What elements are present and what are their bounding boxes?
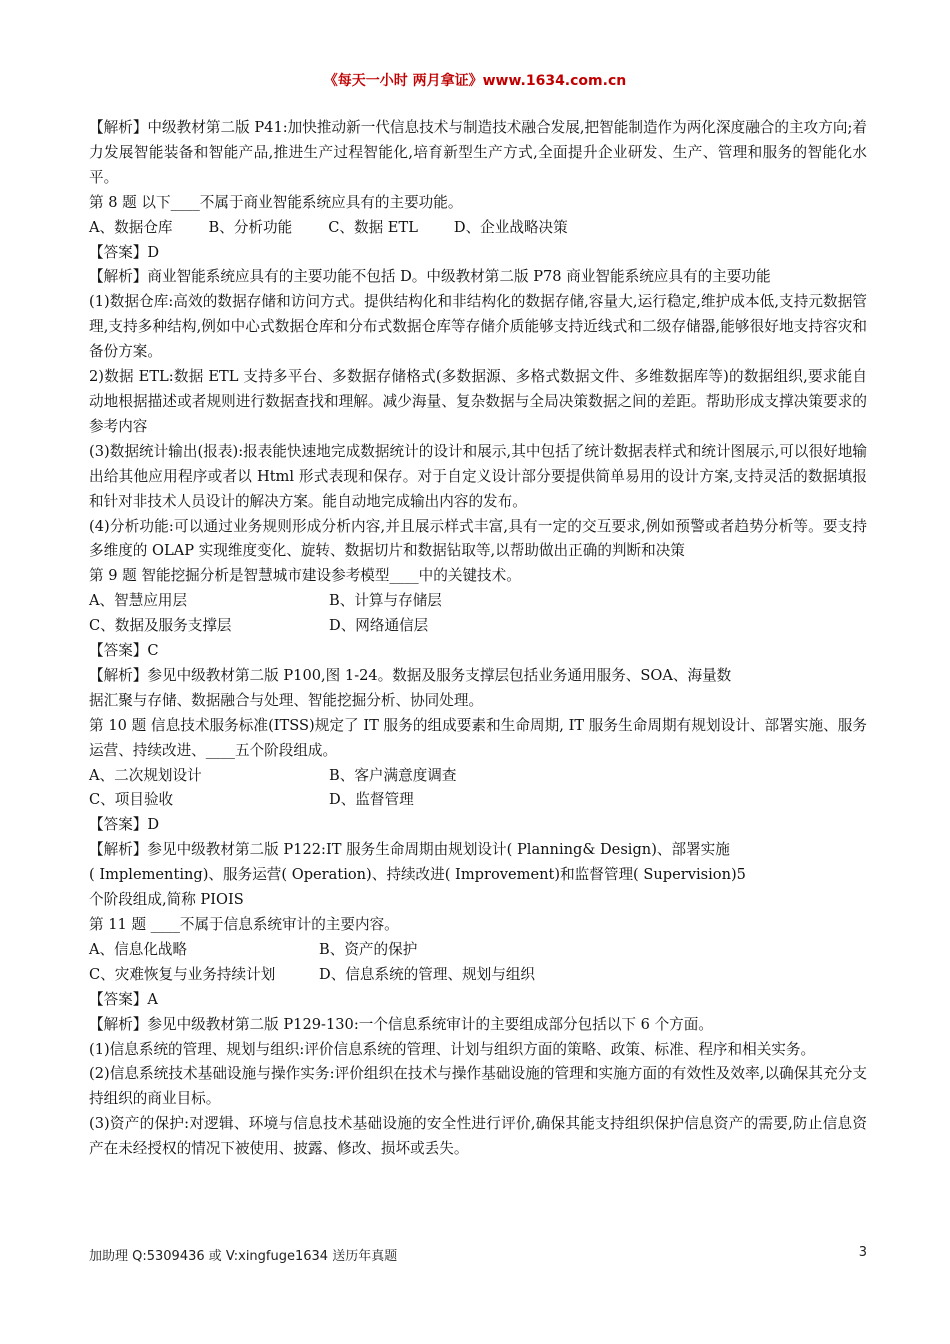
explanation-q9-line1: 【解析】参见中级教材第二版 P100,图 1-24。数据及服务支撑层包括业务通用服务、SOA、海量数 <box>89 666 732 684</box>
option-d: D、网络通信层 <box>329 617 429 635</box>
explanation-q8-item1: (1)数据仓库:高效的数据存储和访问方式。提供结构化和非结构化的数据存储,容量大,运行稳定,维护成本低,支持元数据管理,支持多种结构,例如中心式数据仓库和分布式数据仓库等存储介质能够支持近线式和二级存储器,能够很好地支持容灾和备份方案。 <box>89 293 867 361</box>
explanation-q8-item3: (3)数据统计输出(报表):报表能快速地完成数据统计的设计和展示,其中包括了统计数据表样式和统计图展示,可以很好地输出给其他应用程序或者以 Html 形式表现和保存。对于自定义设计部分要提供简单易用的设计方案,支持灵活的数据填报和针对非技术人员设计的解决方案。能自动地完成输出内容的发布。 <box>89 442 867 510</box>
explanation-q10-line1: 【解析】参见中级教材第二版 P122:IT 服务生命周期由规划设计( Planning& Design)、部署实施 <box>89 841 730 859</box>
answer-q8: 【答案】D <box>89 243 160 261</box>
explanation-q9-line2: 据汇聚与存储、数据融合与处理、智能挖掘分析、协同处理。 <box>89 691 484 709</box>
answer-q9: 【答案】C <box>89 642 159 660</box>
explanation-q11-item3: (3)资产的保护:对逻辑、环境与信息技术基础设施的安全性进行评价,确保其能支持组织保护信息资产的需要,防止信息资产在未经授权的情况下被使用、披露、修改、损坏或丢失。 <box>89 1115 867 1158</box>
explanation-q11-item2: (2)信息系统技术基础设施与操作实务:评价组织在技术与操作基础设施的管理和实施方面的有效性及效率,以确保其充分支持组织的商业目标。 <box>89 1065 867 1108</box>
option-b: B、客户满意度调查 <box>329 766 457 784</box>
explanation-q8: 【解析】商业智能系统应具有的主要功能不包括 D。中级教材第二版 P78 商业智能系统应具有的主要功能 <box>89 268 771 286</box>
option-a: A、智慧应用层 <box>89 592 188 610</box>
explanation-q10-line3: 个阶段组成,简称 PIOIS <box>89 891 244 909</box>
page-footer <box>89 1245 867 1264</box>
option-d: D、信息系统的管理、规划与组织 <box>319 965 536 983</box>
option-b: B、分析功能 <box>208 218 293 236</box>
option-c: C、灾难恢复与业务持续计划 <box>89 965 276 983</box>
explanation-q7: 【解析】中级教材第二版 P41:加快推动新一代信息技术与制造技术融合发展,把智能制造作为两化深度融合的主攻方向;着力发展智能装备和智能产品,推进生产过程智能化,培育新型生产方式,全面提升企业研发、生产、管理和服务的智能化水平。 <box>89 119 867 186</box>
answer-q10: 【答案】D <box>89 816 160 834</box>
explanation-q11-item1: (1)信息系统的管理、规划与组织:评价信息系统的管理、计划与组织方面的策略、政策、标准、程序和相关实务。 <box>89 1040 816 1058</box>
explanation-q11: 【解析】参见中级教材第二版 P129-130:一个信息系统审计的主要组成部分包括以下 6 个方面。 <box>89 1015 713 1033</box>
question-10: 第 10 题 信息技术服务标准(ITSS)规定了 IT 服务的组成要素和生命周期, IT 服务生命周期有规划设计、部署实施、服务运营、持续改进、____五个阶段组成。 <box>89 716 867 759</box>
options-q9-row1 <box>89 589 867 614</box>
option-d: D、企业战略决策 <box>453 218 568 236</box>
option-c: C、数据及服务支撑层 <box>89 617 232 635</box>
option-b: B、资产的保护 <box>319 940 418 958</box>
options-q10-row2 <box>89 788 867 813</box>
options-q8 <box>89 216 867 241</box>
option-c: C、数据 ETL <box>328 218 418 236</box>
options-q10-row1 <box>89 764 867 789</box>
options-q11-row2 <box>89 963 867 988</box>
option-a: A、二次规划设计 <box>89 766 202 784</box>
page-header <box>0 70 950 90</box>
option-c: C、项目验收 <box>89 791 174 809</box>
header-link[interactable]: 《每天一小时 两月拿证》www.1634.com.cn <box>323 73 627 89</box>
option-b: B、计算与存储层 <box>329 592 442 610</box>
options-q9-row2 <box>89 614 867 639</box>
explanation-q10-line2: ( Implementing)、服务运营( Operation)、持续改进( Improvement)和监督管理( Supervision)5 <box>89 866 746 884</box>
footer-contact: 加助理 Q:5309436 或 V:xingfuge1634 送历年真题 <box>89 1249 398 1264</box>
question-8: 第 8 题 以下____不属于商业智能系统应具有的主要功能。 <box>89 193 463 211</box>
question-11: 第 11 题 ____不属于信息系统审计的主要内容。 <box>89 916 399 933</box>
explanation-q8-item4: (4)分析功能:可以通过业务规则形成分析内容,并且展示样式丰富,具有一定的交互要求,例如预警或者趋势分析等。要支持多维度的 OLAP 实现维度变化、旋转、数据切片和数据钻取等,以帮助做出正确的判断和决策 <box>89 517 867 560</box>
answer-q11: 【答案】A <box>89 990 158 1008</box>
explanation-q8-item2: 2)数据 ETL:数据 ETL 支持多平台、多数据存储格式(多数据源、多格式数据文件、多维数据库等)的数据组织,要求能自动地根据描述或者规则进行数据查找和理解。减少海量、复杂数据与全局决策数据之间的差距。帮助形成支撑决策要求的参考内容 <box>89 368 867 435</box>
options-q11-row1 <box>89 938 867 963</box>
option-a: A、信息化战略 <box>89 940 188 958</box>
option-a: A、数据仓库 <box>89 218 173 236</box>
question-9: 第 9 题 智能挖掘分析是智慧城市建设参考模型____中的关键技术。 <box>89 567 521 585</box>
page-number: 3 <box>858 1245 867 1260</box>
option-d: D、监督管理 <box>329 791 414 809</box>
document-body <box>89 116 867 1162</box>
